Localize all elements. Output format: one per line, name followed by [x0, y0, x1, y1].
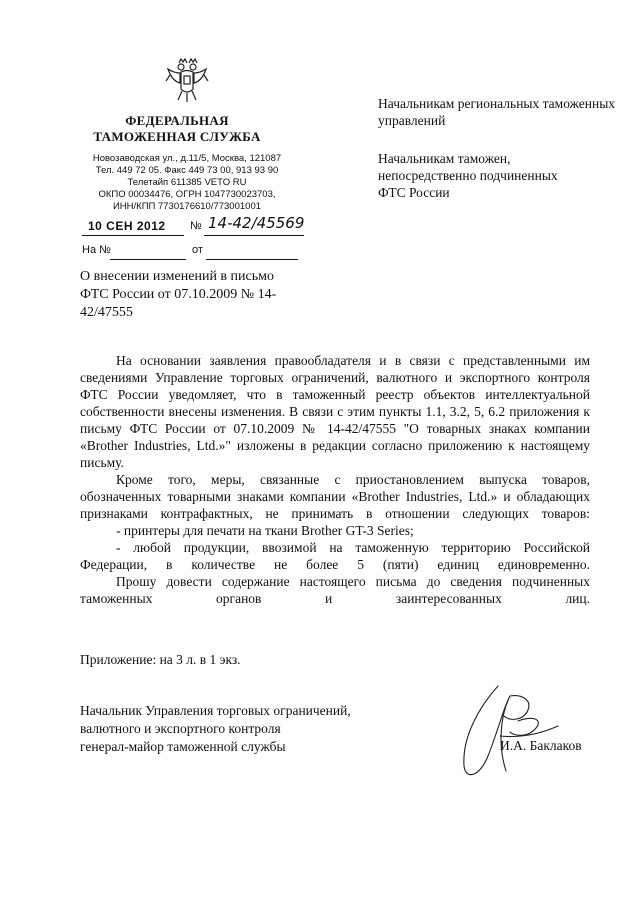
- letter-date: 10 СЕН 2012: [88, 219, 166, 233]
- handwritten-signature: [440, 676, 570, 786]
- body-item-2: - любой продукции, ввозимой на таможенную территорию Российской Федерации, в количестве не более 5 (пяти) единиц единовременно.: [80, 540, 590, 572]
- agency-contacts: [82, 153, 292, 213]
- signer-title: [80, 702, 400, 756]
- letter-number: 14-42/45569: [208, 214, 305, 232]
- body-item-1: - принтеры для печати на ткани Brother GT-3 Series;: [116, 523, 414, 538]
- reference-from-label: от: [192, 244, 203, 256]
- contact-line: ИНН/КПП 7730176610/773001001: [112, 201, 262, 212]
- number-label: №: [190, 220, 202, 232]
- addressee-regional: Начальникам региональных таможенных управлений: [378, 96, 616, 128]
- letter-subject: О внесении изменений в письмо ФТС России от 07.10.2009 № 14-42/47555: [80, 269, 277, 320]
- reference-number-line: [110, 245, 186, 260]
- coat-of-arms-emblem: [162, 55, 212, 105]
- body-paragraph-1: На основании заявления правообладателя и в связи с представленными им сведениями Управление торговых ограничений, валютного и экспортного контроля ФТС России уведомляет, что в таможенный реестр объектов интеллектуальной собственности внесены изменения. В связи с этим пункты 1.1, 3.2, 5, 6.2 приложения к письму ФТС России от 07.10.2009 № 14-42/47555 "О товарных знаках компании «Brother Industries, Ltd.»" изложены в редакции согласно приложению к настоящему письму.: [80, 353, 590, 470]
- agency-name-line1: ФЕДЕРАЛЬНАЯ: [125, 113, 229, 128]
- reference-label: На №: [82, 244, 111, 256]
- date-underline: [82, 221, 184, 236]
- signer-title-line: генерал-майор таможенной службы: [80, 739, 286, 754]
- annex-note: Приложение: на 3 л. в 1 экз.: [80, 652, 241, 667]
- reference-date-line: [206, 245, 298, 260]
- letter-body: [80, 352, 590, 607]
- contact-line: Новозаводская ул., д.11/5, Москва, 121087: [92, 153, 282, 164]
- body-paragraph-2: Кроме того, меры, связанные с приостановлением выпуска товаров, обозначенных товарными знаками компании «Brother Industries, Ltd.» и обладающих признаками контрафактных, не принимать в отношении следующих товаров:: [80, 472, 590, 521]
- number-underline: [204, 221, 304, 236]
- addressee-customs: Начальникам таможен, непосредственно подчиненных ФТС России: [378, 151, 558, 200]
- contact-line: Телетайп 611385 VETO RU: [127, 177, 247, 188]
- contact-line: ОКПО 00034476, ОГРН 1047730023703,: [98, 189, 276, 200]
- signer-title-line: Начальник Управления торговых ограничений,: [80, 703, 351, 718]
- contact-line: Тел. 449 72 05. Факс 449 73 00, 913 93 90: [95, 165, 279, 176]
- body-paragraph-5: Прошу довести содержание настоящего письма до сведения подчиненных таможенных органов и заинтересованных лиц.: [80, 574, 590, 606]
- agency-name-line2: ТАМОЖЕННАЯ СЛУЖБА: [93, 129, 261, 144]
- signer-name: И.А. Баклаков: [500, 738, 582, 753]
- signer-title-line: валютного и экспортного контроля: [80, 721, 281, 736]
